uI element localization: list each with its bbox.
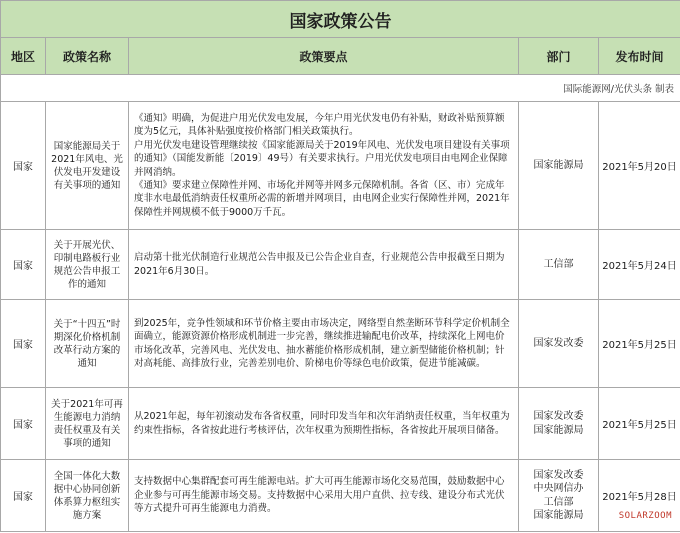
header-row [1,38,680,75]
source-note-row [1,75,680,102]
row-release-date: 2021年5月28日 [599,460,680,532]
department-name: 国家能源局 [533,424,584,436]
header-department: 部门 [519,38,599,75]
row-policy-points [129,230,519,300]
policy-point: 户用光伏发电建设管理继续按《国家能源局关于2019年风电、光伏发电项目建设有关事项的通知》（国能发新能〔2019〕49号）有关要求执行。户用光伏发电项目由电网企业保障并网消纳。 [134,139,510,178]
policy-point: 《通知》明确，为促进户用光伏发电发展，今年户用光伏发电仍有补贴，财政补贴预算额度为5亿元，具体补贴强度按价格部门相关政策执行。 [134,112,505,138]
table-row [1,230,680,300]
row-department [519,300,599,388]
department-name: 国家发改委 [533,469,584,481]
row-region: 国家 [1,388,46,460]
row-policy-points [129,388,519,460]
row-region: 国家 [1,102,46,230]
table-title: 国家政策公告 [1,1,680,38]
header-policy-name: 政策名称 [46,38,129,75]
row-region: 国家 [1,230,46,300]
row-policy-name: 全国一体化大数据中心协同创新体系算力枢纽实施方案 [46,460,129,532]
header-policy-points: 政策要点 [129,38,519,75]
solarzoom-watermark: SOLARZOOM [618,511,672,521]
row-department [519,102,599,230]
row-release-date: 2021年5月25日 [599,388,680,460]
policy-point: 《通知》要求建立保障性并网、市场化并网等并网多元保障机制。各省（区、市）完成年度非水电最低消纳责任权重所必需的新增并网项目，由电网企业实行保障性并网，2021年保障性并网规模不低于9000万千瓦。 [134,179,510,218]
row-policy-points [129,102,519,230]
department-name: 工信部 [543,496,574,508]
row-department [519,460,599,532]
header-release-date: 发布时间 [599,38,680,75]
row-release-date: 2021年5月25日 [599,300,680,388]
row-policy-name: 关于2021年可再生能源电力消纳责任权重及有关事项的通知 [46,388,129,460]
row-region: 国家 [1,460,46,532]
table-row [1,300,680,388]
row-policy-name: 关于开展光伏、印制电路板行业规范公告申报工作的通知 [46,230,129,300]
policy-point: 支持数据中心集群配套可再生能源电站。扩大可再生能源市场化交易范围，鼓励数据中心企业参与可再生能源市场交易。支持数据中心采用大用户直供、拉专线、建设分布式光伏等方式提升可再生能源电力消费。 [134,476,505,515]
row-region: 国家 [1,300,46,388]
row-policy-points [129,460,519,532]
department-name: 国家发改委 [533,337,584,349]
policy-point: 从2021年起，每年初滚动发布各省权重，同时印发当年和次年消纳责任权重，当年权重为约束性指标，各省按此进行考核评估，次年权重为预期性指标，各省按此开展项目储备。 [134,411,510,436]
department-name: 国家能源局 [533,159,584,171]
department-name: 中央网信办 [533,483,584,494]
row-release-date: 2021年5月20日 [599,102,680,230]
policy-point: 到2025年，竞争性领域和环节价格主要由市场决定，网络型自然垄断环节科学定价机制全面确立，能源资源价格形成机制进一步完善，继续推进输配电价改革，持续深化上网电价市场化改革，完善风电、光伏发电、抽水蓄能价格形成机制，建立新型储能价格机制；针对高耗能、高排放行业，完善差别电价、阶梯电价等绿色电价政策，促进节能减碳。 [134,317,510,369]
title-row [1,1,680,38]
row-department [519,230,599,300]
department-name: 工信部 [543,258,574,270]
policy-point: 启动第十批光伏制造行业规范公告申报及已公告企业自查，行业规范公告申报截至日期为2021年6月30日。 [134,252,505,277]
row-policy-points [129,300,519,388]
row-release-date: 2021年5月24日 [599,230,680,300]
source-note: 国际能源网/光伏头条 制表 [1,75,680,102]
table-row [1,102,680,230]
table-row [1,460,680,532]
row-policy-name: 关于“十四五”时期深化价格机制改革行动方案的通知 [46,300,129,388]
row-department [519,388,599,460]
header-region: 地区 [1,38,46,75]
department-name: 国家发改委 [533,411,584,422]
department-name: 国家能源局 [533,510,584,521]
table-row [1,388,680,460]
row-policy-name: 国家能源局关于2021年风电、光伏发电开发建设有关事项的通知 [46,102,129,230]
